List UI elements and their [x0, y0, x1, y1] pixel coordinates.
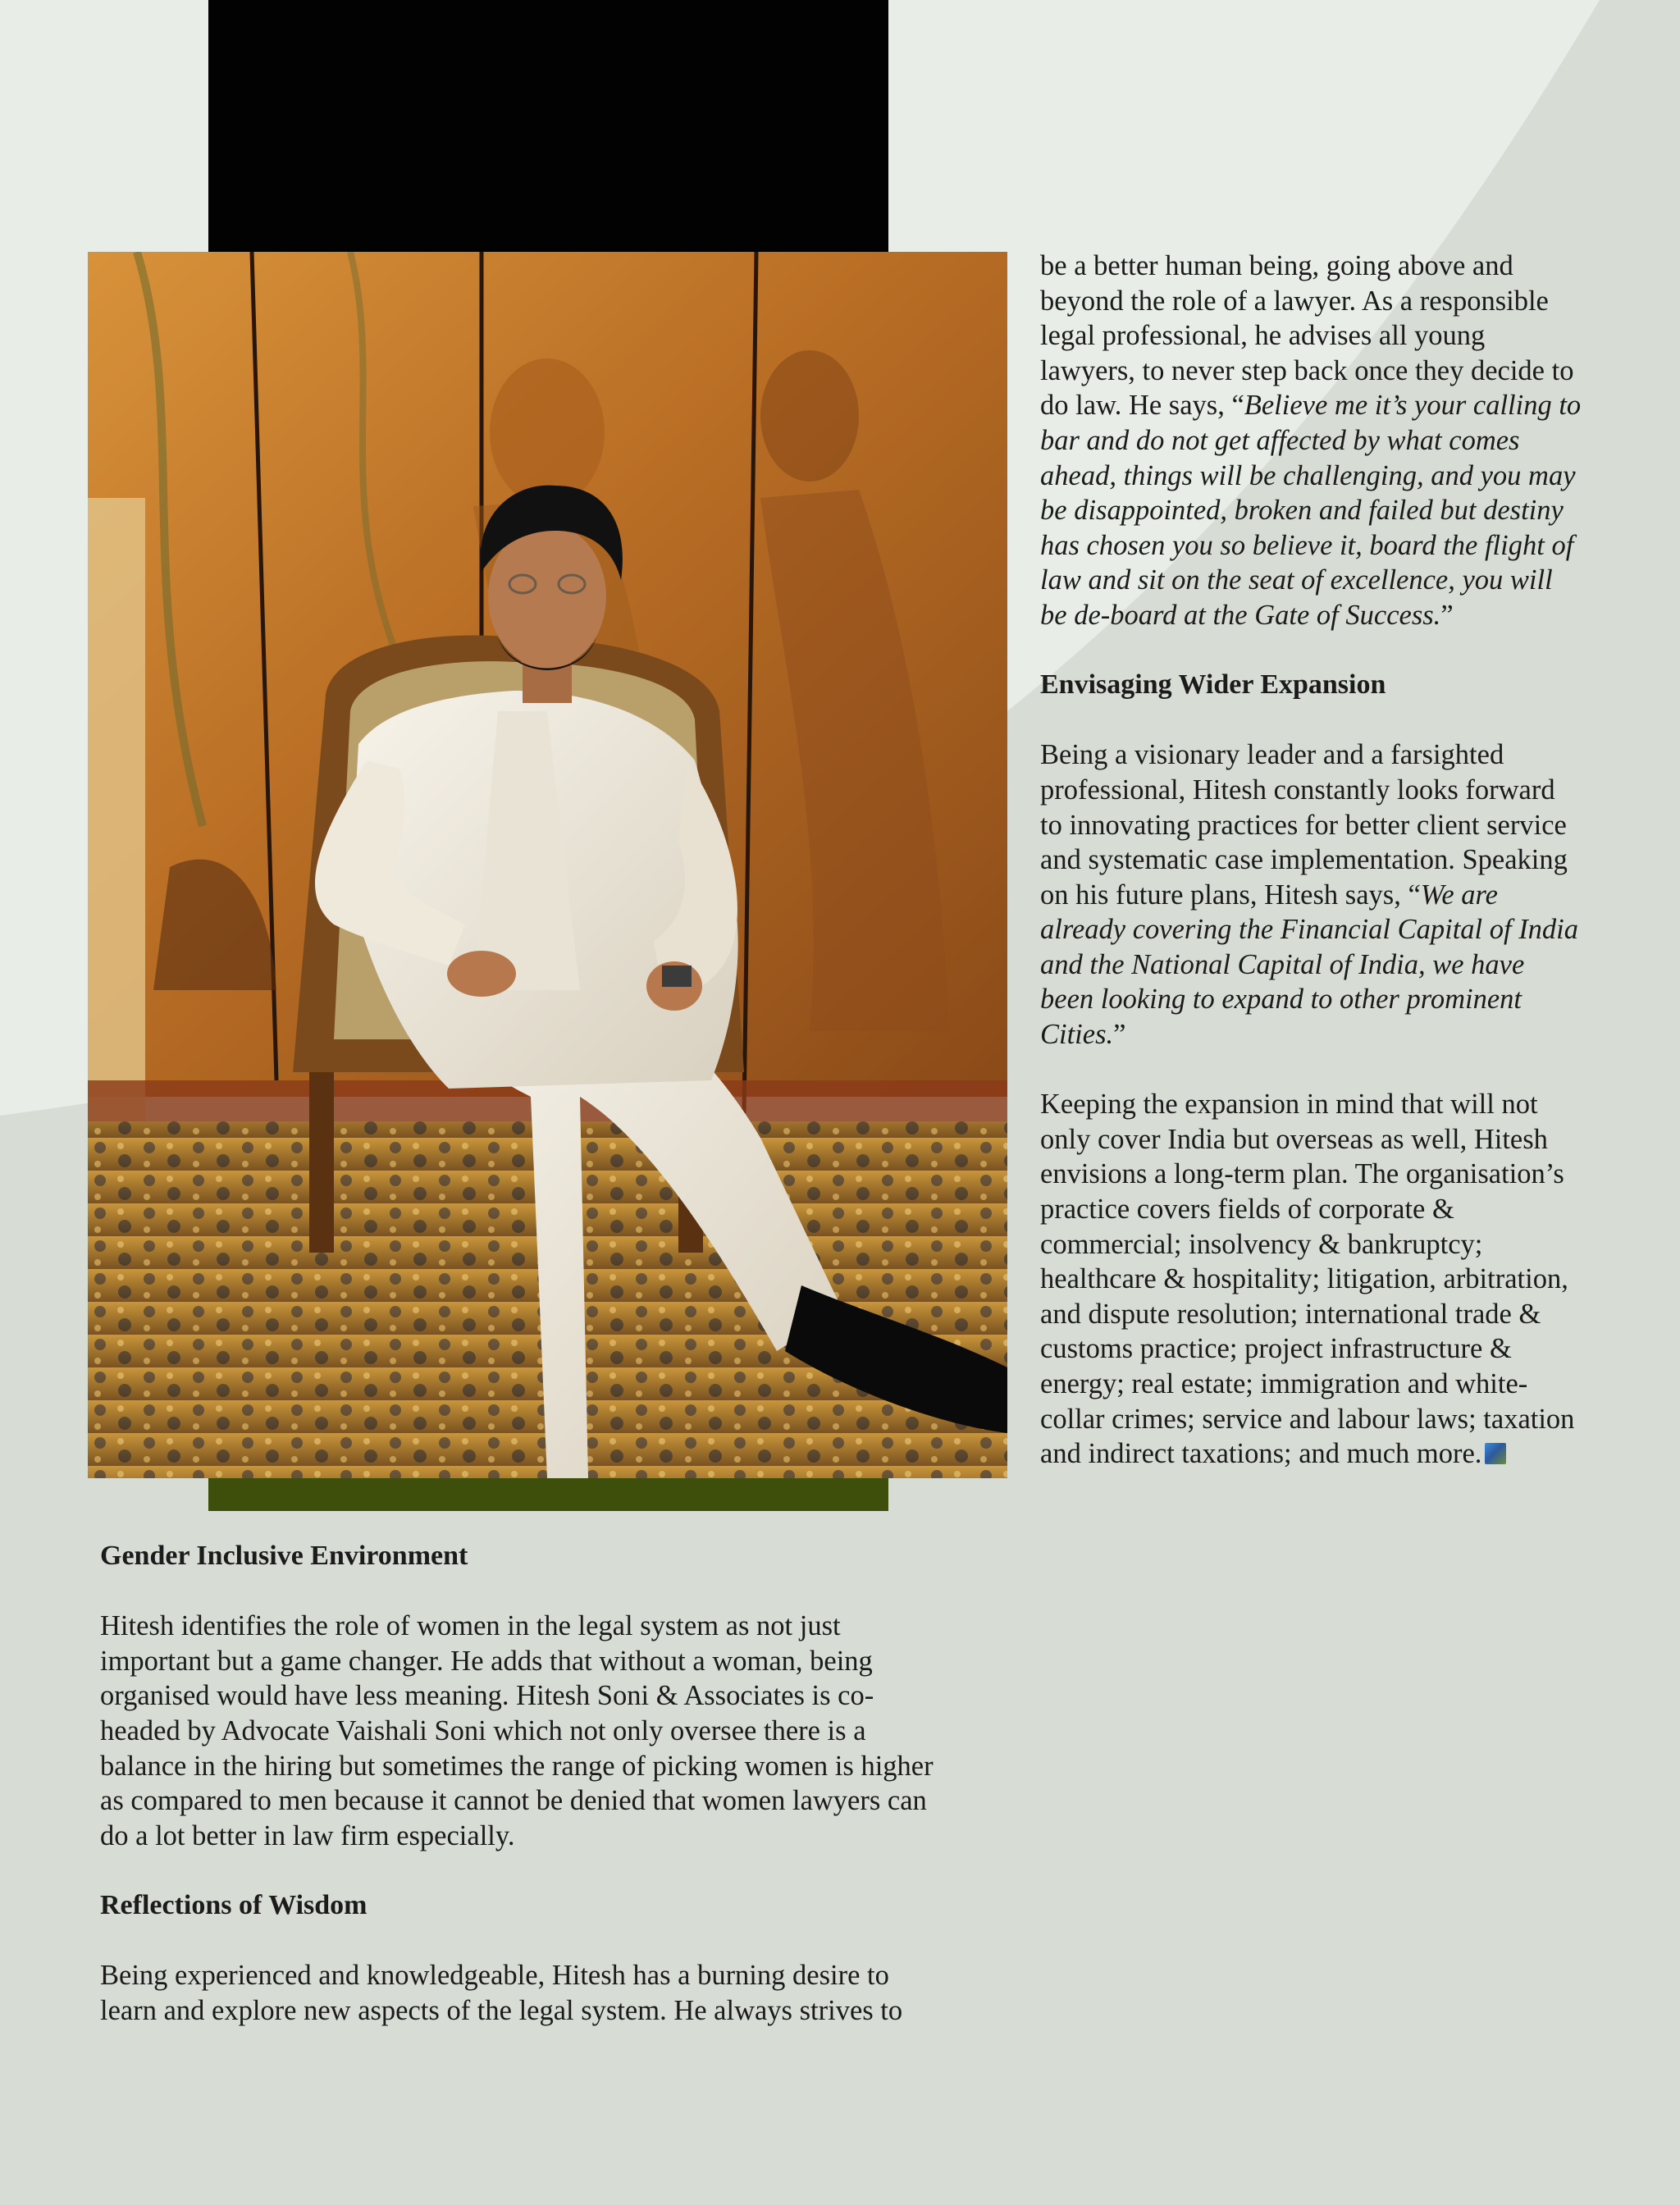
- expansion-paragraph: [1040, 737, 1582, 1052]
- heading-gender: Gender Inclusive Environment: [100, 1541, 468, 1571]
- intro-paragraph: [1040, 249, 1582, 633]
- gender-paragraph: Hitesh identifies the role of women in the legal system as not just important but a game changer. He adds that without a woman, being organised would have less meaning. Hitesh Soni & Associates is co-headed by Advocate Vaishali Soni which not only oversee there is a balance in the hiring but sometimes the range of picking women is higher as compared to men because it cannot be denied that women lawyers can do a lot better in law firm especially.: [100, 1610, 934, 1851]
- intro-plain-text: be a better human being, going above and beyond the role of a lawyer. As a responsible legal professional, he advises all young lawyers, to never step back once they decide to do law. He says, “: [1040, 250, 1574, 422]
- expansion-plain-text: Being a visionary leader and a farsighted professional, Hitesh constantly looks forward to innovating practices for better client service and systematic case implementation. Speaking on his future plans, Hitesh says, “: [1040, 739, 1568, 911]
- intro-quote-close: ”: [1440, 599, 1454, 631]
- left-text-column: [100, 1539, 945, 2028]
- heading-wisdom: Reflections of Wisdom: [100, 1889, 368, 1920]
- intro-quote-text: Believe me it’s your calling to bar and do not get affected by what comes ahead, things will be challenging, and you may be disappointed, broken and failed but destiny has chosen you so believe it, board the flight of law and sit on the seat of excellence, you will be de-board at the Gate of Success.: [1040, 390, 1582, 631]
- right-text-column: [1040, 249, 1582, 1472]
- practice-paragraph: [1040, 1087, 1582, 1472]
- portrait-photo: [88, 252, 1007, 1478]
- end-of-article-icon: [1485, 1443, 1506, 1464]
- expansion-quote-text: We are already covering the Financial Capital of India and the National Capital of India, we have been looking to expand to other prominent Cities.: [1040, 879, 1579, 1051]
- heading-expansion: Envisaging Wider Expansion: [1040, 669, 1386, 701]
- expansion-quote-close: ”: [1113, 1019, 1126, 1051]
- practice-text: Keeping the expansion in mind that will not only cover India but overseas as well, Hitesh envisions a long-term plan. The organisation’s practice covers fields of corporate & commercial; insolvency & bankruptcy; healthcare & hospitality; litigation, arbitration, and dispute resolution; international trade & customs practice; project infrastructure & energy; real estate; immigration and white-collar crimes; service and labour laws; taxation and indirect taxations; and much more.: [1040, 1089, 1575, 1470]
- decorative-black-block: [208, 0, 888, 254]
- wisdom-paragraph: Being experienced and knowledgeable, Hitesh has a burning desire to learn and explore new aspects of the legal system. He always strives to: [100, 1960, 903, 2026]
